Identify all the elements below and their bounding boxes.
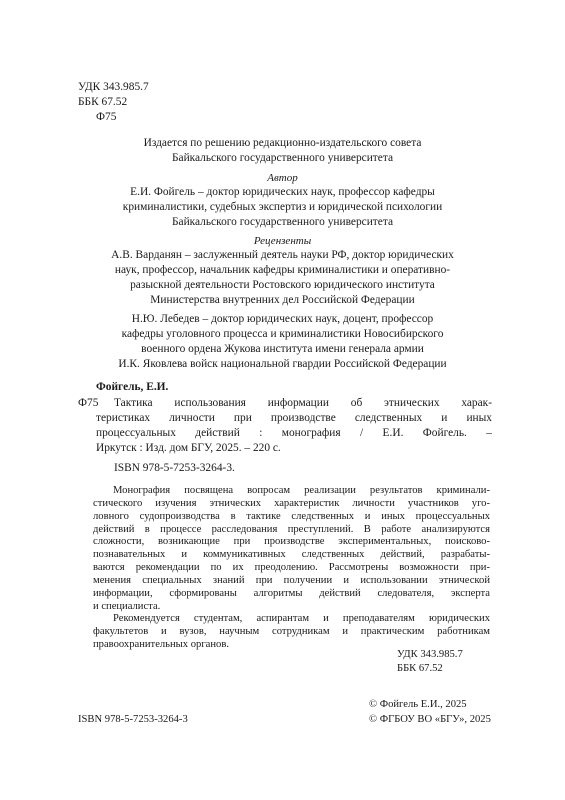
bottom-bbk-code: ББК 67.52: [397, 663, 443, 674]
abstract-p1-line-5: сложности, возникающие при производстве экспериментальных, поисково-: [93, 536, 490, 548]
reviewer1-line-4: Министерства внутренних дел Российской Федерации: [150, 294, 415, 306]
abstract-p2-line-2: факультетов и вузов, научным сотрудникам и практическим работникам: [93, 626, 490, 638]
abstract-p2-line-3: правоохранительных органов.: [93, 639, 230, 651]
bib-description-line-3: процессуальных действий : монография / Е.И. Фойгель. –: [96, 427, 492, 439]
reviewer2-line-1: Н.Ю. Лебедев – доктор юридических наук, доцент, профессор: [131, 313, 434, 325]
publisher-note-line-2: Байкальского государственного университета: [171, 152, 394, 164]
author-line-1: Е.И. Фойгель – доктор юридических наук, профессор кафедры: [130, 186, 435, 198]
abstract-p1-line-7: ваются рекомендации по их преодолению. Рассмотрены возможности при-: [93, 562, 490, 574]
udk-code: УДК 343.985.7: [78, 81, 149, 93]
publisher-note-line-1: Издается по решению редакционно-издательского совета: [143, 137, 422, 149]
reviewer1-line-2: наук, профессор, начальник кафедры криминалистики и оперативно-: [114, 264, 451, 276]
abstract-block: [93, 485, 490, 652]
bbk-code: ББК 67.52: [78, 96, 128, 108]
author-mark-code: Ф75: [96, 111, 117, 123]
bottom-udk-code: УДК 343.985.7: [397, 649, 463, 660]
reviewer1-line-1: А.В. Варданян – заслуженный деятель науки РФ, доктор юридических: [111, 249, 454, 261]
reviewers-heading: Рецензенты: [253, 235, 312, 247]
bib-isbn: ISBN 978-5-7253-3264-3.: [114, 462, 235, 474]
reviewer2-line-2: кафедры уголовного процесса и криминалистики Новосибирского: [121, 328, 444, 340]
abstract-p1-line-1: Монография посвящена вопросам реализации результатов криминали-: [113, 485, 490, 496]
bib-description-line-2: теристиках личности при производстве следственных и иных: [96, 412, 492, 424]
footer-isbn: ISBN 978-5-7253-3264-3: [78, 714, 188, 725]
reviewer2-line-3: военного ордена Жукова института имени генерала армии: [141, 343, 424, 355]
author-line-3: Байкальского государственного университета: [171, 216, 394, 228]
abstract-p1-line-8: менения специальных знаний при получении и использовании этнической: [93, 574, 490, 586]
author-line-2: криминалистики, судебных экспертиз и юридической психологии: [122, 201, 443, 213]
abstract-p2-line-1: Рекомендуется студентам, аспирантам и преподавателям юридических: [113, 613, 490, 625]
abstract-p1-line-2: стического изучения этнических характеристик личности участников уго-: [93, 497, 490, 509]
reviewer2-line-4: И.К. Яковлева войск национальной гвардии Российской Федерации: [118, 358, 447, 370]
reviewer1-line-3: разыскной деятельности Ростовского юридического института: [130, 279, 435, 291]
abstract-p1-line-10: и специалиста.: [93, 600, 161, 612]
copyright-author: © Фойгель Е.И., 2025: [369, 699, 467, 710]
bib-author-heading: Фойгель, Е.И.: [96, 381, 169, 393]
abstract-p1-line-9: информации, сформированы алгоритмы действий следователя, эксперта: [93, 587, 490, 599]
bib-description-line-4: Иркутск : Изд. дом БГУ, 2025. – 220 с.: [96, 442, 281, 454]
copyright-publisher: © ФГБОУ ВО «БГУ», 2025: [369, 714, 491, 725]
abstract-p1-line-4: действий в процессе расследования преступлений. В работе анализируются: [93, 523, 490, 535]
bib-description-line-1: Тактика использования информации об этнических харак-: [114, 397, 492, 409]
bib-author-mark: Ф75: [78, 397, 99, 409]
author-heading: Автор: [267, 172, 298, 184]
abstract-p1-line-3: ловного судопроизводства в тактике следственных и иных процессуальных: [93, 510, 490, 522]
abstract-p1-line-6: познавательных и коммуникативных следственных действий, разрабаты-: [93, 549, 490, 561]
